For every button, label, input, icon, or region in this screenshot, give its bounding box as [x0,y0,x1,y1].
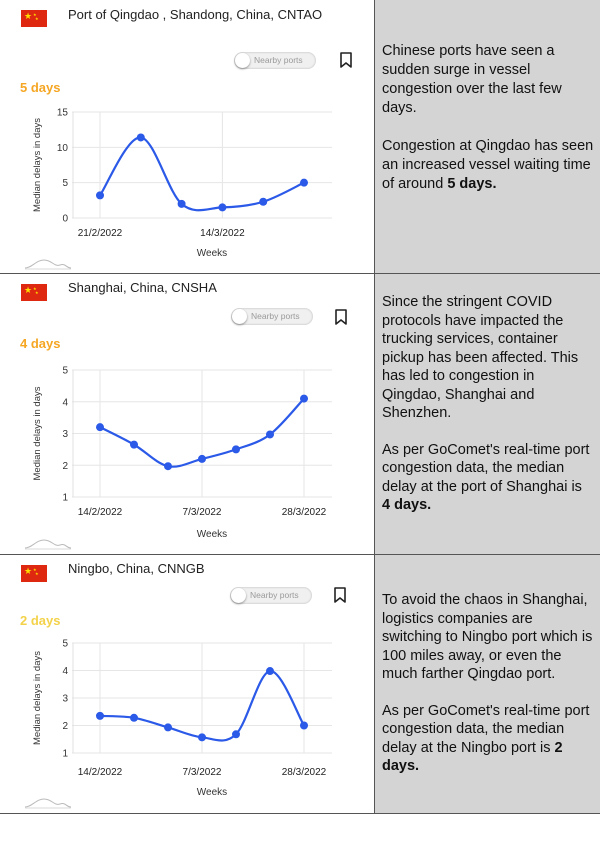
y-tick-label: 4 [62,666,68,677]
toggle-knob[interactable] [232,309,247,324]
toggle-label: Nearby ports [254,55,303,65]
y-tick-label: 2 [62,721,68,732]
port-name: Port of Qingdao , Shandong, China, CNTAO [68,7,323,22]
x-tick-label: 14/2/2022 [77,507,123,518]
description-sentence: As per GoComet's real-time port congestion data, the median delay at the Ningbo port is [382,702,590,756]
bookmark-icon[interactable] [335,309,347,325]
x-tick-label: 28/3/2022 [281,767,327,778]
bookmark-icon[interactable] [340,52,352,68]
data-point [130,714,138,722]
data-point [232,445,240,453]
bookmark-icon[interactable] [334,587,346,603]
port-name: Shanghai, China, CNSHA [68,280,217,295]
data-point [198,733,206,741]
data-point [259,198,267,206]
data-point [266,430,274,438]
data-point [300,722,308,730]
data-point [130,441,138,449]
description-sentence: Congestion at Qingdao has seen an increased vessel waiting time of around [382,138,594,192]
data-point [137,133,145,141]
data-point [232,730,240,738]
y-tick-label: 0 [62,213,68,225]
series-line [100,137,304,210]
port-card [0,274,374,554]
sparkline-icon [24,256,72,270]
description-paragraph: Since the stringent COVID protocols have impacted the trucking services, container pickup has been affected. This has led to congestion in Qingdao, Shanghai and Shenzhen. [382,294,579,421]
description-highlight: 2 days. [382,739,563,774]
data-point [300,179,308,187]
y-tick-label: 3 [62,429,68,440]
description-paragraph [382,702,594,776]
data-point [266,667,274,675]
toggle-label: Nearby ports [251,311,300,321]
x-tick-label: 14/3/2022 [200,228,245,239]
panel-ningbo [0,555,600,813]
line-chart [0,635,374,805]
y-tick-label: 1 [62,748,68,760]
y-tick-label: 10 [56,142,68,154]
description-sentence: As per GoComet's real-time port congestion data, the median delay at the port of Shanghai is [382,441,590,495]
x-axis-title: Weeks [196,248,228,259]
y-axis-title: Median delays in days [32,651,43,745]
delay-days-label: 5 days [20,80,61,95]
sparkline-icon [24,536,72,550]
port-card [0,555,374,813]
description-paragraph: To avoid the chaos in Shanghai, logistics companies are switching to Ningbo port which is 100 miles away, or even the much farther Qingdao port. [382,592,593,682]
delay-days-label: 4 days [20,336,61,351]
y-tick-label: 2 [62,460,68,472]
data-point [96,423,104,431]
data-point [96,191,104,199]
toggle-label: Nearby ports [250,590,299,600]
port-card [0,0,374,273]
data-point [164,723,172,731]
data-point [218,203,226,211]
y-tick-label: 1 [62,492,68,504]
description-text [382,591,594,795]
x-tick-label: 28/3/2022 [281,507,327,518]
china-flag-icon: ★ ★ ★ [21,284,47,301]
y-tick-label: 3 [62,693,68,705]
x-axis-title: Weeks [196,787,228,798]
data-point [178,200,186,208]
y-tick-label: 5 [62,638,68,650]
x-tick-label: 14/2/2022 [77,767,123,778]
port-name: Ningbo, China, CNNGB [68,561,205,576]
description-paragraph: Chinese ports have seen a sudden surge in vessel congestion over the last few days. [382,43,562,116]
data-point [198,455,206,463]
y-tick-label: 4 [62,397,68,409]
data-point [300,395,308,403]
nearby-ports-toggle[interactable] [234,52,316,69]
delay-days-label: 2 days [20,613,61,628]
data-point [96,712,104,720]
description-text [382,293,594,534]
y-axis-title: Median delays in days [32,118,43,212]
description-highlight: 4 days. [382,497,432,513]
y-tick-label: 5 [62,365,68,377]
china-flag-icon: ★ ★ ★ [21,565,47,582]
x-tick-label: 7/3/2022 [182,507,222,518]
toggle-knob[interactable] [235,53,250,68]
divider [0,813,600,814]
panel-shanghai [0,274,600,554]
china-flag-icon: ★ ★ ★ [21,10,47,27]
description-highlight: 5 days. [447,176,497,192]
x-tick-label: 21/2/2022 [77,228,123,239]
y-tick-label: 5 [62,178,68,190]
panel-qingdao [0,0,600,273]
y-axis-title: Median delays in days [32,386,43,481]
sparkline-icon [24,795,72,809]
data-point [164,462,172,470]
nearby-ports-toggle[interactable] [231,308,313,325]
y-tick-label: 15 [56,107,68,119]
description-paragraph [382,441,594,515]
description-paragraph [382,137,594,194]
nearby-ports-toggle[interactable] [230,587,312,604]
description-text [382,42,594,213]
x-axis-title: Weeks [196,529,228,540]
line-chart [0,358,374,543]
x-tick-label: 7/3/2022 [182,767,222,778]
toggle-knob[interactable] [231,588,246,603]
line-chart [0,100,374,260]
